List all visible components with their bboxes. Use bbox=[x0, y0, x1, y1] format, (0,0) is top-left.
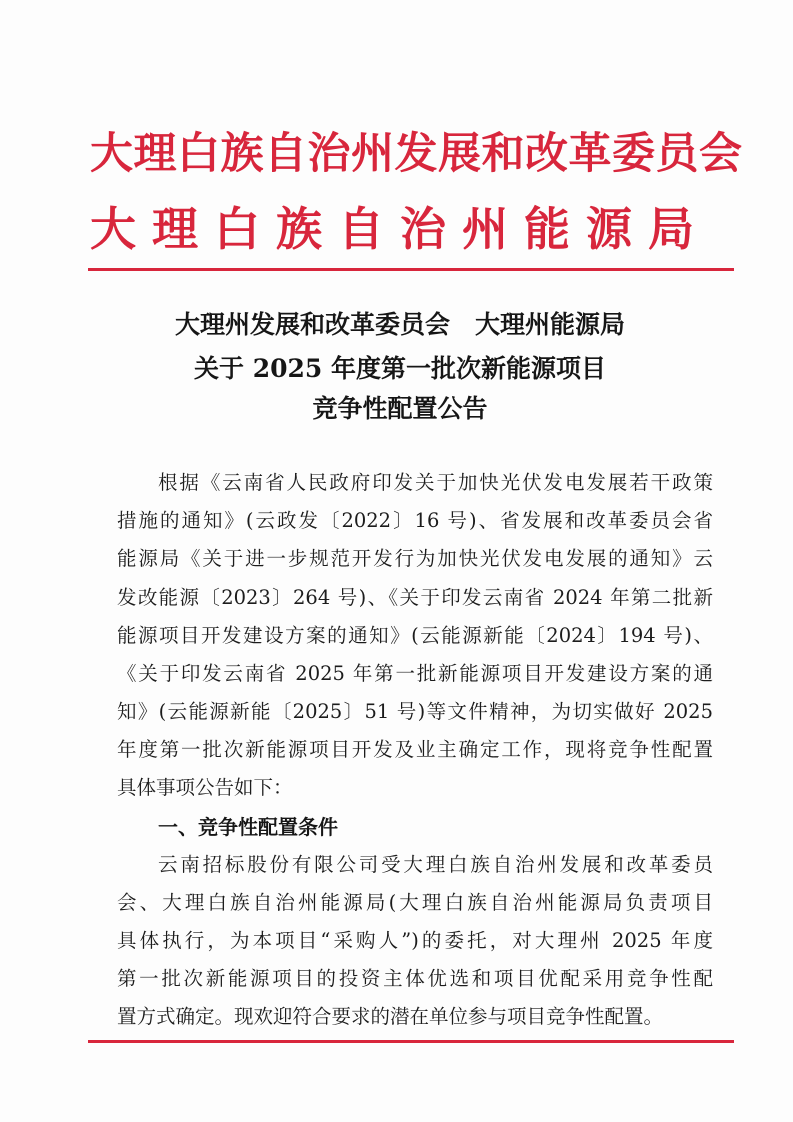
issuing-org-line-2: 大理白族自治州能源局 bbox=[90, 202, 710, 256]
body-line: 年度第一批次新能源项目开发及业主确定工作，现将竞争性配置 bbox=[117, 738, 713, 761]
document-title-line-1: 大理州发展和改革委员会 大理州能源局 bbox=[174, 310, 625, 339]
body-line: 能源局《关于进一步规范开发行为加快光伏发电发展的通知》云 bbox=[117, 547, 713, 570]
issuing-org-line-1: 大理白族自治州发展和改革委员会 bbox=[90, 129, 743, 179]
section-heading: 一、竞争性配置条件 bbox=[158, 815, 338, 839]
body-line: 具体事项公告如下： bbox=[117, 776, 293, 799]
body-line: 第一批次新能源项目的投资主体优选和项目优配采用竞争性配 bbox=[117, 967, 713, 990]
body-line: 知》(云能源新能〔2025〕51 号)等文件精神，为切实做好 2025 bbox=[117, 700, 713, 723]
body-line: 根据《云南省人民政府印发关于加快光伏发电发展若干政策 bbox=[158, 471, 713, 494]
document-title-line-3: 竞争性配置公告 bbox=[312, 394, 488, 423]
body-line: 能源项目开发建设方案的通知》(云能源新能〔2024〕194 号)、 bbox=[117, 624, 713, 647]
red-header-rule bbox=[88, 268, 734, 271]
red-footer-rule bbox=[88, 1040, 734, 1043]
document-title-line-2: 关于 2025 年度第一批次新能源项目 bbox=[194, 354, 606, 383]
body-line: 发改能源〔2023〕264 号)、《关于印发云南省 2024 年第二批新 bbox=[117, 586, 713, 609]
body-line: 会、大理白族自治州能源局(大理白族自治州能源局负责项目 bbox=[117, 891, 713, 914]
body-line: 具体执行，为本项目“采购人”)的委托，对大理州 2025 年度 bbox=[117, 929, 713, 952]
body-line: 云南招标股份有限公司受大理白族自治州发展和改革委员 bbox=[158, 853, 713, 876]
body-line: 《关于印发云南省 2025 年第一批新能源项目开发建设方案的通 bbox=[117, 662, 713, 685]
body-line: 置方式确定。现欢迎符合要求的潜在单位参与项目竞争性配置。 bbox=[117, 1005, 664, 1028]
body-line: 措施的通知》(云政发〔2022〕16 号)、省发展和改革委员会省 bbox=[117, 509, 713, 532]
